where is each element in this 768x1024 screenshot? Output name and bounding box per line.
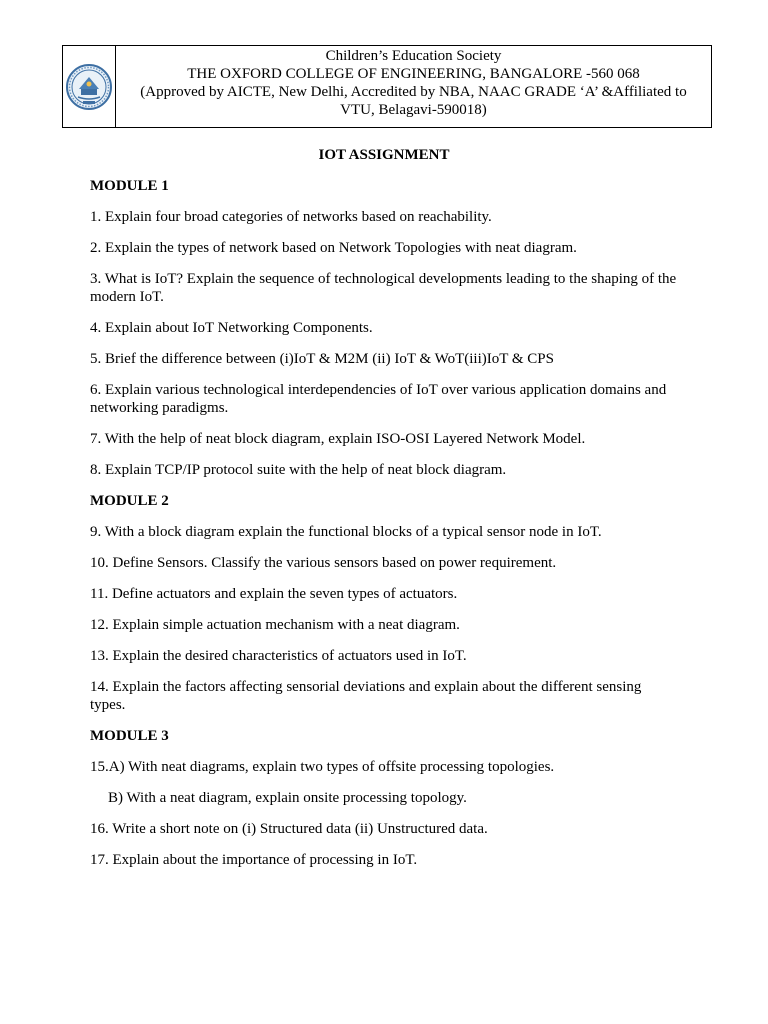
question-item: 2. Explain the types of network based on Network Topologies with neat diagram. — [90, 240, 577, 256]
question-item: 5. Brief the difference between (i)IoT & M2M (ii) IoT & WoT(iii)IoT & CPS — [90, 351, 554, 367]
question-item: 9. With a block diagram explain the functional blocks of a typical sensor node in IoT. — [90, 524, 602, 540]
college-name: THE OXFORD COLLEGE OF ENGINEERING, BANGALORE -560 068 — [187, 66, 640, 82]
affiliation-line: VTU, Belagavi-590018) — [340, 102, 487, 118]
letterhead-text — [116, 46, 711, 127]
question-item: 7. With the help of neat block diagram, explain ISO-OSI Layered Network Model. — [90, 431, 586, 447]
question-item: 3. What is IoT? Explain the sequence of technological developments leading to the shaping of the modern IoT. — [90, 271, 677, 305]
accreditation-line: (Approved by AICTE, New Delhi, Accredited by NBA, NAAC GRADE ‘A’ &Affiliated to — [140, 84, 687, 100]
question-item: 10. Define Sensors. Classify the various sensors based on power requirement. — [90, 555, 557, 571]
question-item: B) With a neat diagram, explain onsite processing topology. — [108, 790, 467, 806]
society-name: Children’s Education Society — [325, 48, 502, 64]
assignment-body — [90, 177, 680, 882]
question-item: 1. Explain four broad categories of networks based on reachability. — [90, 209, 492, 225]
module-heading: MODULE 2 — [90, 493, 169, 509]
module-heading: MODULE 1 — [90, 178, 169, 194]
letterhead — [62, 45, 712, 128]
question-item: 17. Explain about the importance of processing in IoT. — [90, 852, 418, 868]
question-item: 16. Write a short note on (i) Structured data (ii) Unstructured data. — [90, 821, 488, 837]
question-item: 13. Explain the desired characteristics of actuators used in IoT. — [90, 648, 467, 664]
question-item: 14. Explain the factors affecting sensorial deviations and explain about the different sensing types. — [90, 679, 642, 713]
question-item: 12. Explain simple actuation mechanism with a neat diagram. — [90, 617, 460, 633]
module-heading: MODULE 3 — [90, 728, 169, 744]
logo-cell — [63, 46, 116, 127]
document-title: IOT ASSIGNMENT — [318, 147, 450, 163]
question-item: 8. Explain TCP/IP protocol suite with the help of neat block diagram. — [90, 462, 507, 478]
question-item: 15.A) With neat diagrams, explain two types of offsite processing topologies. — [90, 759, 555, 775]
question-item: 4. Explain about IoT Networking Components. — [90, 320, 373, 336]
question-item: 6. Explain various technological interdependencies of IoT over various application domains and networking paradigms. — [90, 382, 667, 416]
college-seal-icon — [65, 63, 113, 111]
question-item: 11. Define actuators and explain the seven types of actuators. — [90, 586, 458, 602]
